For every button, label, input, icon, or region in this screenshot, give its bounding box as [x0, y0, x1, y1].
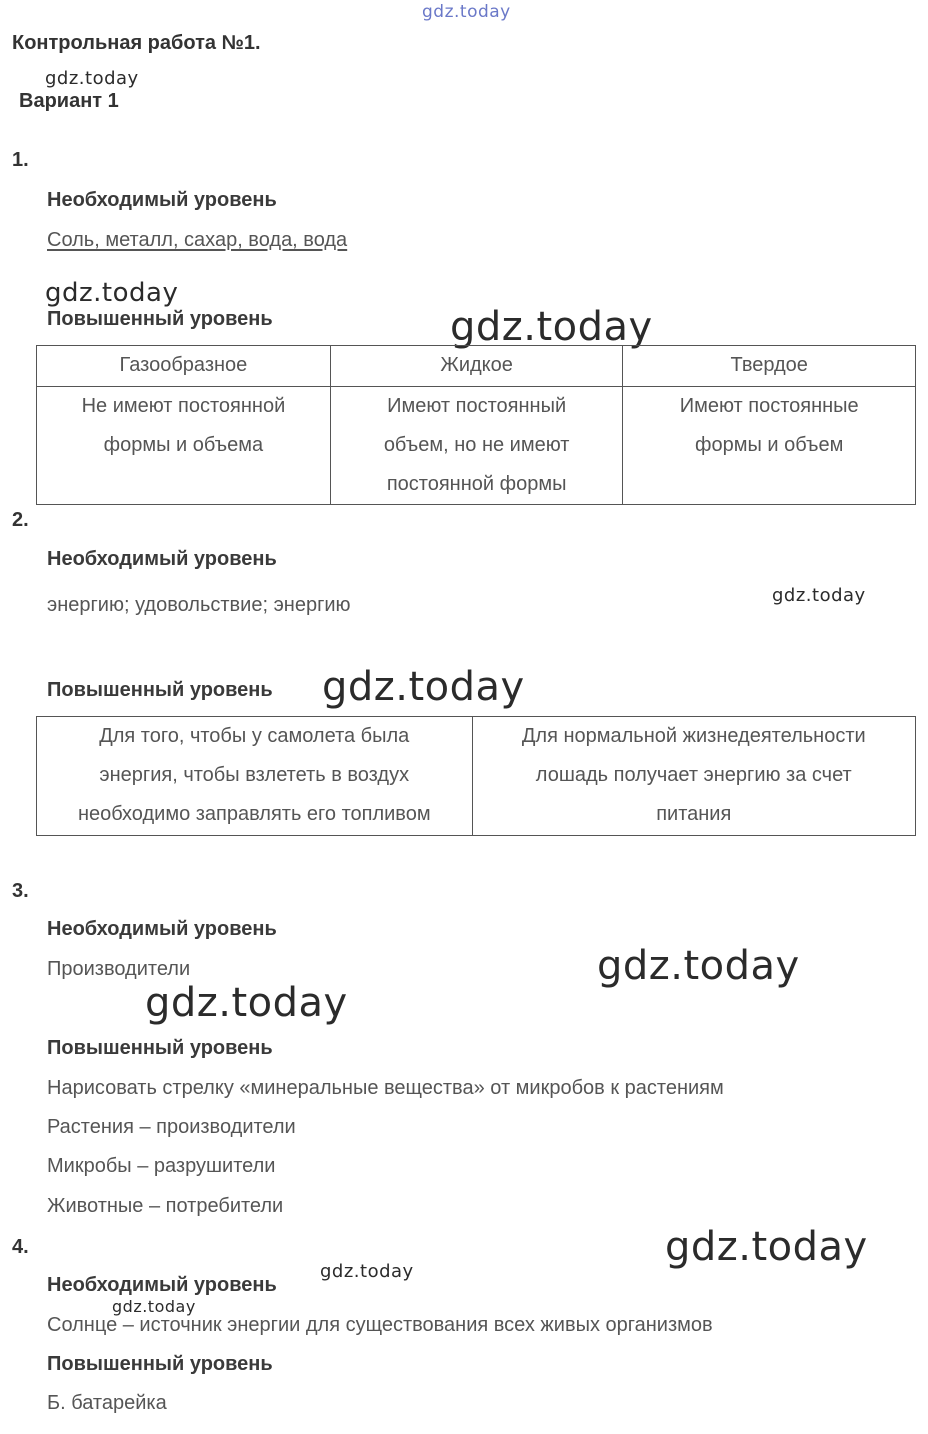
required-level-heading: Необходимый уровень	[47, 548, 277, 570]
cell-line: энергия, чтобы взлететь в воздух	[99, 764, 410, 786]
table-cell	[37, 717, 473, 836]
task-number: 4.	[12, 1236, 29, 1258]
cell-line: постоянной формы	[386, 473, 567, 495]
cell-line: объем, но не имеют	[383, 434, 570, 456]
cell-line: необходимо заправлять его топливом	[77, 803, 431, 825]
task-number: 1.	[12, 149, 29, 171]
advanced-level-heading: Повышенный уровень	[47, 1037, 273, 1059]
watermark-logo: gdz.today	[112, 1297, 196, 1316]
watermark-logo: gdz.today	[45, 68, 139, 89]
required-answer: Солнце – источник энергии для существования всех живых организмов	[47, 1314, 713, 1336]
watermark-logo: gdz.today	[665, 1224, 868, 1270]
advanced-level-heading: Повышенный уровень	[47, 679, 273, 701]
required-answer: Соль, металл, сахар, вода, вода	[47, 229, 348, 251]
required-answer: энергию; удовольствие; энергию	[47, 594, 351, 616]
required-level-heading: Необходимый уровень	[47, 1274, 277, 1296]
table-header-cell: Твердое	[623, 346, 916, 387]
table-cell	[623, 387, 916, 505]
table-header-cell: Жидкое	[330, 346, 623, 387]
answer-line: Нарисовать стрелку «минеральные вещества» от микробов к растениям	[47, 1077, 724, 1099]
cell-line: лошадь получает энергию за счет	[535, 764, 852, 786]
cell-line: Для нормальной жизнедеятельности	[521, 725, 866, 747]
page-title: Контрольная работа №1.	[12, 32, 261, 54]
table-header-cell: Газообразное	[37, 346, 331, 387]
watermark-logo: gdz.today	[422, 2, 511, 22]
task-number: 2.	[12, 509, 29, 531]
cell-line: питания	[656, 803, 732, 825]
watermark-logo: gdz.today	[320, 1261, 414, 1282]
watermark-logo: gdz.today	[597, 943, 800, 989]
table-cell	[37, 387, 331, 505]
cell-line: Для того, чтобы у самолета была	[99, 725, 410, 747]
cell-line: формы и объем	[695, 434, 844, 456]
cell-line: Имеют постоянные	[679, 395, 859, 417]
answer-line: Микробы – разрушители	[47, 1155, 276, 1177]
table-cell	[330, 387, 623, 505]
cell-line: Не имеют постоянной	[81, 395, 286, 417]
answer-line: Растения – производители	[47, 1116, 296, 1138]
cell-line: Имеют постоянный	[387, 395, 567, 417]
required-level-heading: Необходимый уровень	[47, 918, 277, 940]
variant-title: Вариант 1	[19, 90, 119, 112]
required-level-heading: Необходимый уровень	[47, 189, 277, 211]
watermark-logo: gdz.today	[322, 664, 525, 710]
watermark-logo: gdz.today	[450, 304, 653, 350]
states-of-matter-table	[36, 345, 916, 505]
required-answer: Производители	[47, 958, 191, 980]
watermark-logo: gdz.today	[45, 278, 179, 308]
task-number: 3.	[12, 880, 29, 902]
table-cell	[472, 717, 915, 836]
energy-table	[36, 716, 916, 836]
advanced-answer: Б. батарейка	[47, 1392, 167, 1414]
watermark-logo: gdz.today	[772, 585, 866, 606]
advanced-level-heading: Повышенный уровень	[47, 308, 273, 330]
advanced-level-heading: Повышенный уровень	[47, 1353, 273, 1375]
answer-line: Животные – потребители	[47, 1195, 284, 1217]
watermark-logo: gdz.today	[145, 980, 348, 1026]
cell-line: формы и объема	[103, 434, 264, 456]
